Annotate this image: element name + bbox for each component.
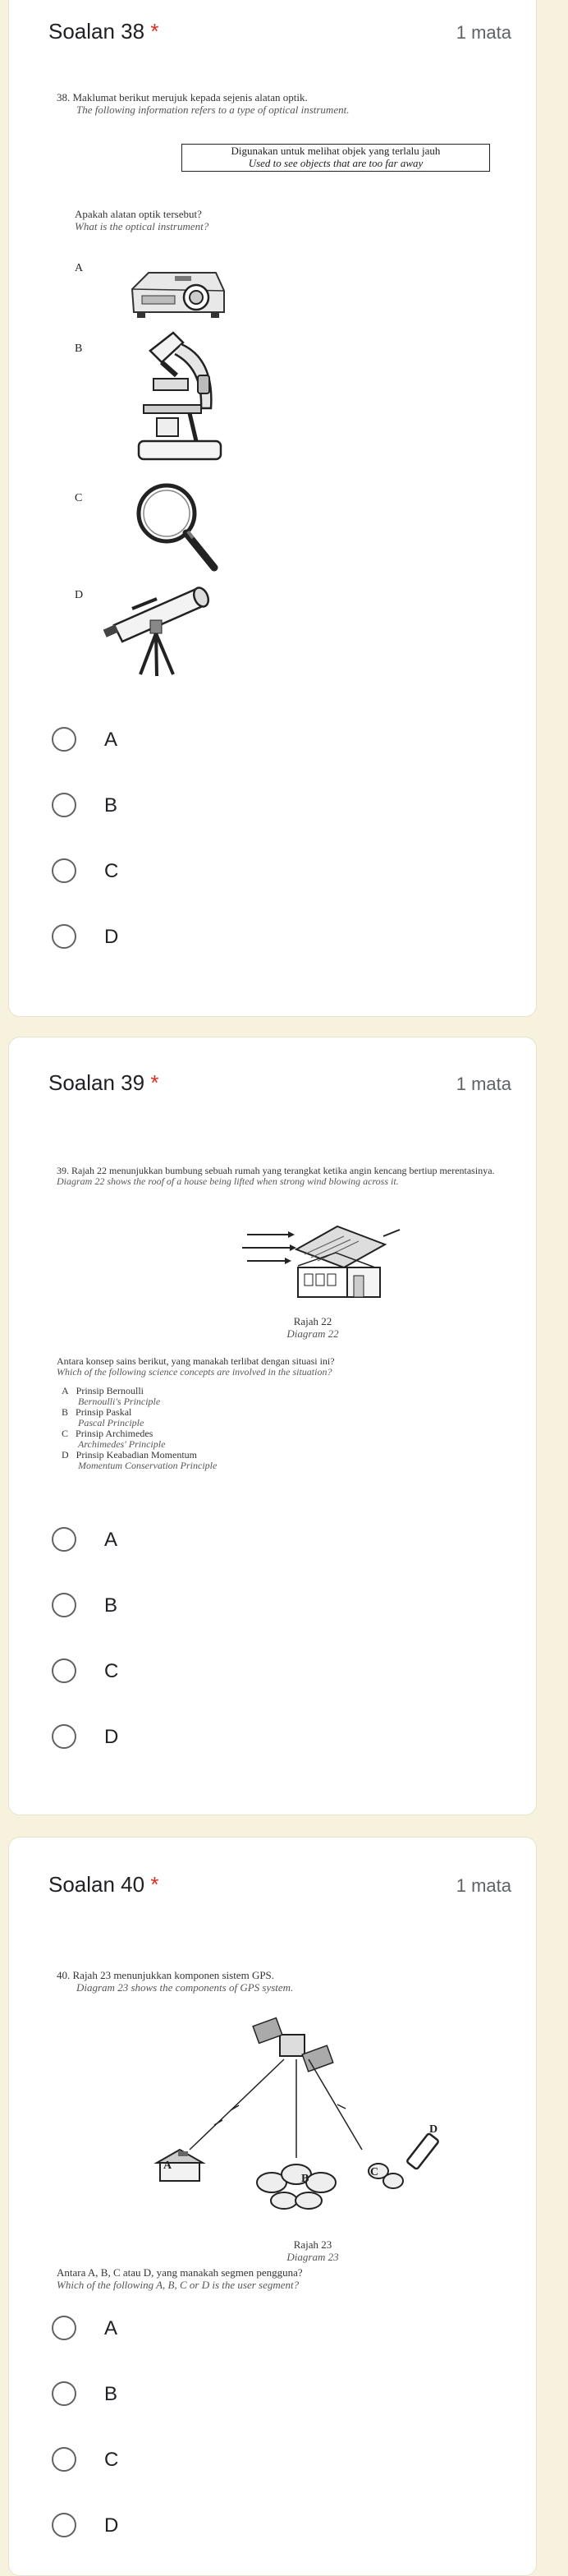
- option-label: A: [104, 729, 118, 751]
- question-prompt: Apakah alatan optik tersebut? What is the optical instrument?: [75, 208, 209, 232]
- telescope-image: [99, 582, 231, 681]
- microscope-image: [132, 326, 231, 466]
- radio-button[interactable]: [52, 2381, 76, 2406]
- question-prompt: Antara konsep sains berikut, yang manakah terlibat dengan situasi ini? Which of the following science concepts are involved in the situation?: [57, 1355, 335, 1378]
- option-label: D: [104, 1726, 119, 1748]
- choice-list: A Prinsip Bernoulli Bernoulli's Principle B Prinsip Paskal Pascal Principle C Prinsip Archimedes Archimedes' Principle D Prinsip Keabadian Momentum Momentum Conservation Principle: [62, 1385, 218, 1471]
- option-d[interactable]: [52, 1721, 298, 1754]
- radio-button[interactable]: [52, 1527, 76, 1552]
- option-label: A: [104, 2317, 118, 2339]
- radio-button[interactable]: [52, 924, 76, 949]
- figure-label-a: A: [163, 2160, 172, 2172]
- option-a[interactable]: [52, 1524, 298, 1557]
- figure-label-d: D: [75, 589, 84, 601]
- house-diagram: [239, 1220, 403, 1310]
- required-asterisk: *: [150, 1872, 159, 1897]
- question-points: 1 mata: [456, 22, 511, 43]
- diagram-caption: Rajah 22 Diagram 22: [286, 1315, 339, 1340]
- option-label: D: [104, 926, 119, 948]
- option-a[interactable]: [52, 724, 298, 757]
- option-b[interactable]: [52, 789, 298, 822]
- info-box: Digunakan untuk melihat objek yang terlalu jauh Used to see objects that are too far away: [181, 144, 490, 172]
- figure-label-c: C: [75, 492, 83, 504]
- option-label: B: [104, 794, 118, 816]
- choice-d: D Prinsip Keabadian Momentum: [62, 1449, 197, 1460]
- question-points: 1 mata: [456, 1074, 511, 1094]
- figure-label-d: D: [429, 2123, 438, 2136]
- question-card-40: [8, 1837, 537, 2576]
- diagram-caption: Rajah 23 Diagram 23: [286, 2238, 339, 2263]
- option-label: C: [104, 2449, 119, 2471]
- question-title: Soalan 40 *: [48, 1872, 159, 1897]
- figure-label-c: C: [370, 2166, 379, 2178]
- option-label: D: [104, 2514, 119, 2537]
- question-title: Soalan 38 *: [48, 19, 159, 44]
- option-b[interactable]: [52, 2378, 298, 2411]
- question-card-38: [8, 0, 537, 1017]
- option-d[interactable]: [52, 2509, 298, 2542]
- option-c[interactable]: [52, 2444, 298, 2477]
- radio-button[interactable]: [52, 2513, 76, 2537]
- choice-c: C Prinsip Archimedes: [62, 1428, 153, 1439]
- radio-button[interactable]: [52, 793, 76, 817]
- option-c[interactable]: [52, 1655, 298, 1688]
- option-a[interactable]: [52, 2312, 298, 2345]
- radio-button[interactable]: [52, 858, 76, 883]
- projector-image: [124, 264, 231, 327]
- radio-button[interactable]: [52, 1724, 76, 1749]
- question-text: 38. Maklumat berikut merujuk kepada sejenis alatan optik. The following information refers to a type of optical instrument.: [57, 91, 350, 116]
- radio-button[interactable]: [52, 2447, 76, 2472]
- option-label: B: [104, 1594, 118, 1617]
- option-label: B: [104, 2383, 118, 2405]
- magnifying-glass-image: [132, 479, 222, 577]
- required-asterisk: *: [150, 19, 159, 44]
- question-text: 39. Rajah 22 menunjukkan bumbung sebuah rumah yang terangkat ketika angin kencang bertiup merentasinya. Diagram 22 shows the roof of a house being lifted when strong wind blowing across it.: [57, 1165, 495, 1187]
- choice-b: B Prinsip Paskal: [62, 1406, 132, 1418]
- option-b[interactable]: [52, 1589, 298, 1622]
- question-prompt: Antara A, B, C atau D, yang manakah segmen pengguna? Which of the following A, B, C or D is the user segment?: [57, 2266, 303, 2291]
- option-label: C: [104, 860, 119, 882]
- option-label: A: [104, 1529, 118, 1551]
- choice-a: A Prinsip Bernoulli: [62, 1385, 144, 1396]
- question-card-39: [8, 1037, 537, 1815]
- radio-button[interactable]: [52, 727, 76, 752]
- required-asterisk: *: [150, 1070, 159, 1095]
- radio-button[interactable]: [52, 1658, 76, 1683]
- question-text: 40. Rajah 23 menunjukkan komponen sistem GPS. Diagram 23 shows the components of GPS system.: [57, 1969, 294, 1994]
- radio-button[interactable]: [52, 2316, 76, 2340]
- figure-label-b: B: [75, 343, 83, 355]
- question-points: 1 mata: [456, 1875, 511, 1896]
- figure-label-b: B: [301, 2173, 309, 2185]
- question-title: Soalan 39 *: [48, 1070, 159, 1095]
- option-c[interactable]: [52, 855, 298, 888]
- option-label: C: [104, 1660, 119, 1682]
- figure-label-a: A: [75, 262, 84, 274]
- option-d[interactable]: [52, 921, 298, 954]
- radio-button[interactable]: [52, 1593, 76, 1617]
